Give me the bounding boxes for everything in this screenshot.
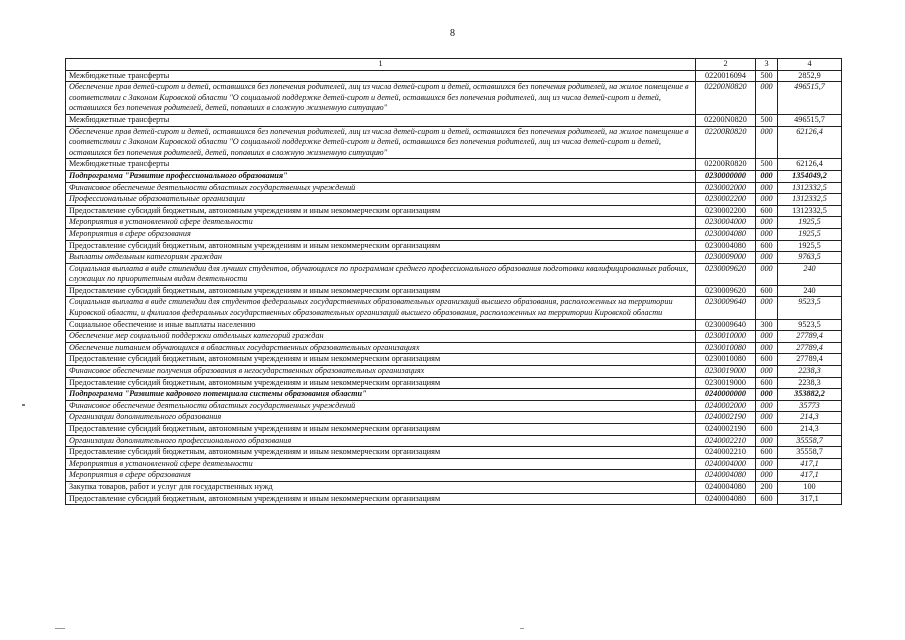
row-code-cell: 0240004080 bbox=[696, 470, 756, 482]
row-name-cell: Выплаты отдельным категориям граждан bbox=[66, 252, 696, 264]
table-row bbox=[66, 377, 842, 389]
row-vr-cell: 000 bbox=[756, 263, 778, 285]
table-row bbox=[66, 82, 842, 115]
row-vr-cell: 600 bbox=[756, 447, 778, 459]
row-vr-cell: 000 bbox=[756, 297, 778, 319]
row-vr-cell: 000 bbox=[756, 126, 778, 159]
table-row bbox=[66, 470, 842, 482]
row-code-cell: 0230004000 bbox=[696, 217, 756, 229]
row-vr-cell: 000 bbox=[756, 182, 778, 194]
row-vr-cell: 600 bbox=[756, 424, 778, 436]
row-name-cell: Финансовое обеспечение деятельности областных государственных учреждений bbox=[66, 182, 696, 194]
row-name-cell: Предоставление субсидий бюджетным, автономным учреждениям и иным некоммерческим организациям bbox=[66, 285, 696, 297]
row-sum-cell: 27789,4 bbox=[778, 342, 842, 354]
row-name-cell: Социальная выплата в виде стипендии для студентов федеральных государственных образовательных организаций высшего образования, расположенных на территории Кировской области, и филиалов федеральных государственных образовательных организаций высшего образования, расположенных на территории Кировской области bbox=[66, 297, 696, 319]
table-row bbox=[66, 481, 842, 493]
row-name-cell: Финансовое обеспечение деятельности областных государственных учреждений bbox=[66, 400, 696, 412]
row-sum-cell: 35773 bbox=[778, 400, 842, 412]
table-row bbox=[66, 297, 842, 319]
row-vr-cell: 600 bbox=[756, 285, 778, 297]
row-sum-cell: 240 bbox=[778, 263, 842, 285]
row-vr-cell: 000 bbox=[756, 458, 778, 470]
scan-artifact bbox=[55, 628, 65, 629]
row-vr-cell: 600 bbox=[756, 493, 778, 505]
row-name-cell: Социальное обеспечение и иные выплаты населению bbox=[66, 319, 696, 331]
row-name-cell: Мероприятия в сфере образования bbox=[66, 470, 696, 482]
table-row bbox=[66, 458, 842, 470]
row-code-cell: 0230019000 bbox=[696, 377, 756, 389]
row-name-cell: Обеспечение питанием обучающихся в областных государственных образовательных организациях bbox=[66, 342, 696, 354]
row-code-cell: 0230004080 bbox=[696, 240, 756, 252]
row-vr-cell: 000 bbox=[756, 342, 778, 354]
row-vr-cell: 200 bbox=[756, 481, 778, 493]
table-row bbox=[66, 342, 842, 354]
row-vr-cell: 000 bbox=[756, 435, 778, 447]
row-code-cell: 0230000000 bbox=[696, 170, 756, 182]
row-code-cell: 02200N0820 bbox=[696, 82, 756, 115]
row-vr-cell: 500 bbox=[756, 114, 778, 126]
row-code-cell: 0230009620 bbox=[696, 263, 756, 285]
table-row bbox=[66, 205, 842, 217]
row-code-cell: 02200R0820 bbox=[696, 159, 756, 171]
row-vr-cell: 000 bbox=[756, 252, 778, 264]
row-name-cell: Межбюджетные трансферты bbox=[66, 70, 696, 82]
row-name-cell: Подпрограмма "Развитие профессионального образования" bbox=[66, 170, 696, 182]
table-row bbox=[66, 240, 842, 252]
budget-table bbox=[65, 58, 842, 505]
table-row bbox=[66, 412, 842, 424]
row-sum-cell: 214,3 bbox=[778, 424, 842, 436]
row-name-cell: Организации дополнительного образования bbox=[66, 412, 696, 424]
row-sum-cell: 100 bbox=[778, 481, 842, 493]
row-code-cell: 0230002000 bbox=[696, 182, 756, 194]
row-sum-cell: 35558,7 bbox=[778, 447, 842, 459]
table-row bbox=[66, 285, 842, 297]
header-col-1: 1 bbox=[66, 59, 696, 71]
row-name-cell: Обеспечение прав детей-сирот и детей, оставшихся без попечения родителей, лиц из числа детей-сирот и детей, оставшихся без попечения родителей, на жилое помещение в соответствии с Законом Кировской области "О социальной поддержке детей-сирот и детей, оставшихся без попечения родителей, лиц из числа детей-сирот и детей, оставшихся без попечения родителей, детей, попавших в сложную жизненную ситуацию" bbox=[66, 82, 696, 115]
row-name-cell: Обеспечение прав детей-сирот и детей, оставшихся без попечения родителей, лиц из числа детей-сирот и детей, оставшихся без попечения родителей, на жилое помещение в соответствии с Законом Кировской области "О социальной поддержке детей-сирот и детей, оставшихся без попечения родителей, лиц из числа детей-сирот и детей, оставшихся без попечения родителей, детей, попавших в сложную жизненную ситуацию" bbox=[66, 126, 696, 159]
table-row bbox=[66, 319, 842, 331]
header-col-2: 2 bbox=[696, 59, 756, 71]
row-name-cell: Предоставление субсидий бюджетным, автономным учреждениям и иным некоммерческим организациям bbox=[66, 240, 696, 252]
row-vr-cell: 600 bbox=[756, 205, 778, 217]
table-row bbox=[66, 159, 842, 171]
row-sum-cell: 417,1 bbox=[778, 458, 842, 470]
row-code-cell: 02200R0820 bbox=[696, 126, 756, 159]
row-vr-cell: 500 bbox=[756, 70, 778, 82]
row-sum-cell: 240 bbox=[778, 285, 842, 297]
row-code-cell: 0240002210 bbox=[696, 435, 756, 447]
row-vr-cell: 000 bbox=[756, 170, 778, 182]
row-sum-cell: 496515,7 bbox=[778, 82, 842, 115]
table-row bbox=[66, 182, 842, 194]
row-name-cell: Мероприятия в сфере образования bbox=[66, 228, 696, 240]
row-code-cell: 0230009620 bbox=[696, 285, 756, 297]
row-vr-cell: 600 bbox=[756, 354, 778, 366]
row-code-cell: 0230002200 bbox=[696, 194, 756, 206]
row-vr-cell: 000 bbox=[756, 470, 778, 482]
row-code-cell: 0230010000 bbox=[696, 331, 756, 343]
row-sum-cell: 27789,4 bbox=[778, 354, 842, 366]
row-sum-cell: 62126,4 bbox=[778, 126, 842, 159]
row-sum-cell: 496515,7 bbox=[778, 114, 842, 126]
row-name-cell: Мероприятия в установленной сфере деятельности bbox=[66, 458, 696, 470]
table-row bbox=[66, 424, 842, 436]
row-sum-cell: 62126,4 bbox=[778, 159, 842, 171]
row-code-cell: 0240002210 bbox=[696, 447, 756, 459]
table-row bbox=[66, 354, 842, 366]
row-sum-cell: 1312332,5 bbox=[778, 205, 842, 217]
table-row bbox=[66, 70, 842, 82]
row-name-cell: Обеспечение мер социальной поддержки отдельных категорий граждан bbox=[66, 331, 696, 343]
table-row bbox=[66, 252, 842, 264]
scan-artifact bbox=[520, 628, 524, 629]
row-code-cell: 0240004000 bbox=[696, 458, 756, 470]
table-row bbox=[66, 263, 842, 285]
row-sum-cell: 317,1 bbox=[778, 493, 842, 505]
row-vr-cell: 300 bbox=[756, 319, 778, 331]
row-sum-cell: 1312332,5 bbox=[778, 182, 842, 194]
row-vr-cell: 000 bbox=[756, 217, 778, 229]
row-name-cell: Предоставление субсидий бюджетным, автономным учреждениям и иным некоммерческим организациям bbox=[66, 377, 696, 389]
row-code-cell: 02200N0820 bbox=[696, 114, 756, 126]
table-row bbox=[66, 493, 842, 505]
header-col-4: 4 bbox=[778, 59, 842, 71]
table-row bbox=[66, 331, 842, 343]
table-row bbox=[66, 400, 842, 412]
row-sum-cell: 2238,3 bbox=[778, 366, 842, 378]
row-code-cell: 0230009000 bbox=[696, 252, 756, 264]
row-name-cell: Предоставление субсидий бюджетным, автономным учреждениям и иным некоммерческим организациям bbox=[66, 205, 696, 217]
table-row bbox=[66, 126, 842, 159]
row-name-cell: Предоставление субсидий бюджетным, автономным учреждениям и иным некоммерческим организациям bbox=[66, 424, 696, 436]
row-code-cell: 0230009640 bbox=[696, 319, 756, 331]
row-name-cell: Социальная выплата в виде стипендии для лучших студентов, обучающихся по программам среднего профессионального образования подготовки квалифицированных рабочих, служащих по приоритетным видам деятельности bbox=[66, 263, 696, 285]
row-code-cell: 0230004080 bbox=[696, 228, 756, 240]
row-code-cell: 0240002190 bbox=[696, 412, 756, 424]
table-row bbox=[66, 366, 842, 378]
table-row bbox=[66, 114, 842, 126]
row-code-cell: 0230010080 bbox=[696, 342, 756, 354]
table-row bbox=[66, 170, 842, 182]
row-sum-cell: 2852,9 bbox=[778, 70, 842, 82]
table-row bbox=[66, 228, 842, 240]
row-name-cell: Предоставление субсидий бюджетным, автономным учреждениям и иным некоммерческим организациям bbox=[66, 493, 696, 505]
row-vr-cell: 500 bbox=[756, 159, 778, 171]
row-sum-cell: 9523,5 bbox=[778, 297, 842, 319]
table-row bbox=[66, 447, 842, 459]
row-code-cell: 0240004080 bbox=[696, 481, 756, 493]
row-name-cell: Мероприятия в установленной сфере деятельности bbox=[66, 217, 696, 229]
header-col-3: 3 bbox=[756, 59, 778, 71]
row-vr-cell: 000 bbox=[756, 194, 778, 206]
row-sum-cell: 1925,5 bbox=[778, 217, 842, 229]
row-code-cell: 0240002000 bbox=[696, 400, 756, 412]
table-row bbox=[66, 435, 842, 447]
table-header-row bbox=[66, 59, 842, 71]
row-vr-cell: 000 bbox=[756, 228, 778, 240]
row-name-cell: Предоставление субсидий бюджетным, автономным учреждениям и иным некоммерческим организациям bbox=[66, 447, 696, 459]
row-name-cell: Межбюджетные трансферты bbox=[66, 114, 696, 126]
row-code-cell: 0240000000 bbox=[696, 389, 756, 401]
row-sum-cell: 35558,7 bbox=[778, 435, 842, 447]
row-vr-cell: 600 bbox=[756, 240, 778, 252]
row-sum-cell: 1925,5 bbox=[778, 228, 842, 240]
row-vr-cell: 000 bbox=[756, 389, 778, 401]
row-code-cell: 0230019000 bbox=[696, 366, 756, 378]
row-name-cell: Межбюджетные трансферты bbox=[66, 159, 696, 171]
row-code-cell: 0240002190 bbox=[696, 424, 756, 436]
row-vr-cell: 000 bbox=[756, 331, 778, 343]
row-name-cell: Финансовое обеспечение получения образования в негосударственных образовательных организациях bbox=[66, 366, 696, 378]
row-sum-cell: 417,1 bbox=[778, 470, 842, 482]
table-row bbox=[66, 194, 842, 206]
table-row bbox=[66, 217, 842, 229]
row-code-cell: 0220016094 bbox=[696, 70, 756, 82]
row-name-cell: Профессиональные образовательные организации bbox=[66, 194, 696, 206]
row-sum-cell: 1354049,2 bbox=[778, 170, 842, 182]
row-sum-cell: 27789,4 bbox=[778, 331, 842, 343]
row-name-cell: Организации дополнительного профессионального образования bbox=[66, 435, 696, 447]
row-code-cell: 0240004080 bbox=[696, 493, 756, 505]
row-name-cell: Предоставление субсидий бюджетным, автономным учреждениям и иным некоммерческим организациям bbox=[66, 354, 696, 366]
row-code-cell: 0230009640 bbox=[696, 297, 756, 319]
row-code-cell: 0230010080 bbox=[696, 354, 756, 366]
page-number: 8 bbox=[450, 28, 455, 39]
row-sum-cell: 9763,5 bbox=[778, 252, 842, 264]
row-vr-cell: 000 bbox=[756, 82, 778, 115]
row-sum-cell: 353882,2 bbox=[778, 389, 842, 401]
row-sum-cell: 1925,5 bbox=[778, 240, 842, 252]
row-vr-cell: 000 bbox=[756, 400, 778, 412]
table-row bbox=[66, 389, 842, 401]
row-sum-cell: 214,3 bbox=[778, 412, 842, 424]
row-sum-cell: 2238,3 bbox=[778, 377, 842, 389]
row-sum-cell: 9523,5 bbox=[778, 319, 842, 331]
row-name-cell: Подпрограмма "Развитие кадрового потенциала системы образования области" bbox=[66, 389, 696, 401]
row-name-cell: Закупка товаров, работ и услуг для государственных нужд bbox=[66, 481, 696, 493]
row-vr-cell: 000 bbox=[756, 412, 778, 424]
scan-artifact bbox=[22, 404, 25, 406]
row-sum-cell: 1312332,5 bbox=[778, 194, 842, 206]
row-vr-cell: 000 bbox=[756, 366, 778, 378]
row-code-cell: 0230002200 bbox=[696, 205, 756, 217]
row-vr-cell: 600 bbox=[756, 377, 778, 389]
